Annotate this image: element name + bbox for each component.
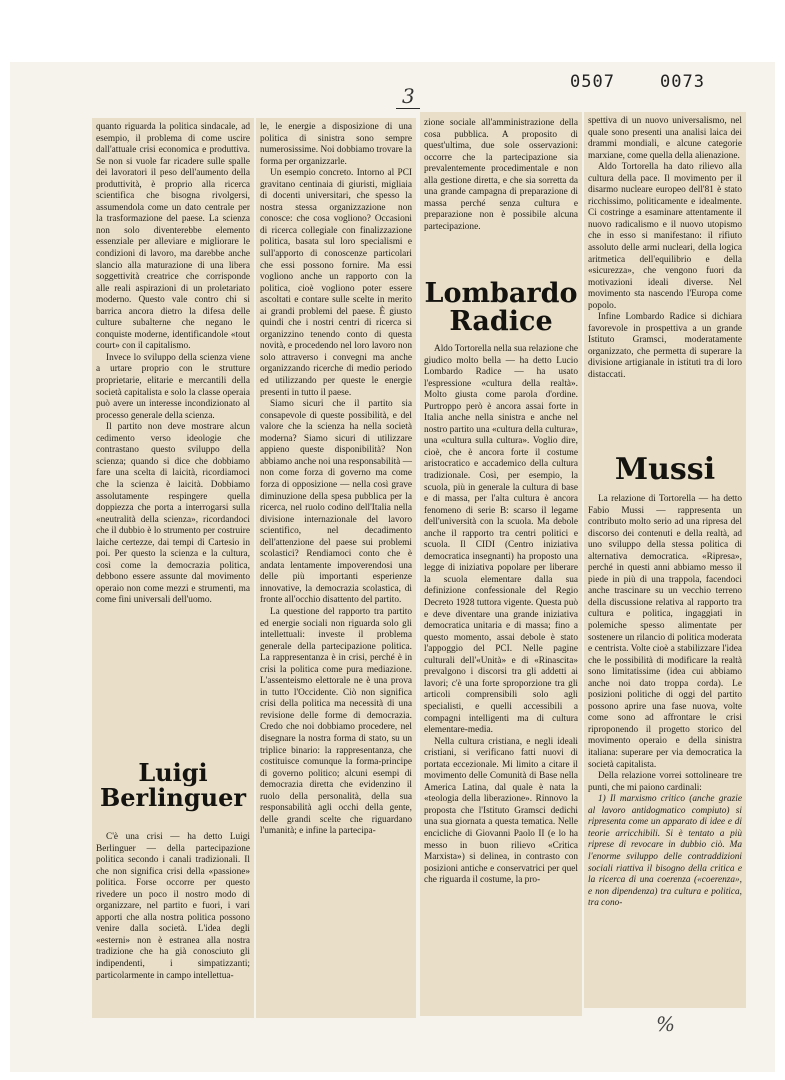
paragraph: La relazione di Tortorella — ha detto Fabio Mussi — rappresenta un contributo molto serio ad una ripresa del discorso dei contenuti e della realtà, ad uno sviluppo della stessa politica di alternativa democratica. «Ripresa», perché in questi anni abbiamo messo il piede in più di una trappola, facendoci anche trascinare su un vecchio terreno della discussione relativa al rapporto tra cultura e politica, ingaggiati in polemiche spesso alimentate per sostenere un rilancio di politica moderata e centrista. Volte cioè a stabilizzare l'idea che le possibilità di modificare la realtà sono limitatissime (idea cui abbiamo anche noi dato troppa corda). Le posizioni politiche di oggi del partito possono aprire una fase nuova, volte come sono ad affrontare le crisi riproponendo il progetto storico del movimento operaio e della sinistra italiana: superare per via democratica la società capitalista. <box>588 494 742 770</box>
heading-line: Radice <box>449 306 553 338</box>
paragraph: le, le energie a disposizione di una politica di sinistra sono sempre numerosissime. Noi dobbiamo trovare la forma per organizzarle. <box>260 122 412 167</box>
handwritten-mark: % <box>656 1012 676 1036</box>
heading-mussi <box>588 454 742 486</box>
paragraph: Aldo Tortorella nella sua relazione che giudico molto bella — ha detto Lucio Lombardo Radice — ha usato l'espressione «cultura della realtà». Molto giusta come parola d'ordine. Purtroppo però è ancora assai forte in Italia anche nella sinistra e anche nel nostro partito una «cultura della cultura», una «cultura sulla cultura». Voglio dire, cioè, che è ancora forte il costume aristocratico e accademico della cultura tradizionale. Così, per esempio, la scuola, più in generale la cultura di base e di massa, per l'alta cultura è ancora fenomeno di serie B: scarso il legame dell'università con la scuola. Ma debole anche il rapporto tra centri politici e scuola. Il CIDI (Centro iniziativa democratica insegnanti) ha proposto una legge di iniziativa popolare per liberare la scuola elementare dalla sua definizione confessionale del Regio Decreto 1928 tuttora vigente. Questa può e deve diventare una grande iniziativa democratica unitaria e di massa; fino a questo momento, assai debole è stato l'appoggio del PCI. Nelle pagine culturali dell'«Unità» e di «Rinascita» prevalgono i discorsi tra gli addetti ai lavori; c'è una forte sproporzione tra gli articoli comprensibili solo agli specialisti, e quelli accessibili a compagni intelligenti ma di cultura elementare-media. <box>424 344 578 736</box>
paragraph: 1) Il marxismo critico (anche grazie al lavoro antidogmatico compiuto) si ripresenta come un apparato di idee e di teorie arricchibili. Si è tentato a più riprese di revocare in dubbio ciò. Ma l'enorme sviluppo delle contraddizioni sociali riattiva il bisogno della critica e la ricerca di una coerenza («coerenza», e non dipendenza) tra cultura e politica, tra cono- <box>588 794 742 909</box>
article-column-3 <box>424 118 578 268</box>
article-column-2 <box>260 122 412 1014</box>
article-column-1 <box>96 122 250 750</box>
paragraph: spettiva di un nuovo universalismo, nel quale sono presenti una analisi laica dei drammi mondiali, e alcune categorie marxiane, come quella della alienazione. <box>588 116 742 161</box>
article-column-4 <box>588 116 742 446</box>
archive-number-left: 0507 <box>570 72 615 92</box>
paragraph: Siamo sicuri che il partito sia consapevole di queste possibilità, e del valore che la scienza ha nella società moderna? Siamo sicuri di utilizzare appieno queste disponibilità? Non abbiamo anche noi una responsabilità — non come forza di governo ma come forza di opposizione — nella così grave diminuzione della spesa pubblica per la ricerca, nel ruolo codino dell'Italia nella divisione internazionale del lavoro scientifico, nel decadimento dell'attenzione del paese sui problemi scolastici? Rendiamoci conto che è andata lentamente impoverendosi una delle più importanti esperienze innovative, la democrazia scolastica, di fronte all'occhio disattento del partito. <box>260 399 412 606</box>
archive-number-right: 0073 <box>660 72 705 92</box>
paragraph: Invece lo sviluppo della scienza viene a urtare proprio con le strutture proprietarie, elitarie e mercantili della società capitalista e solo la classe operaia può avere un interesse incondizionato al processo generale della scienza. <box>96 352 250 421</box>
article-column-3-lombardo <box>424 344 578 1012</box>
heading-line: Berlinguer <box>99 783 247 813</box>
page-mark: 3 <box>402 84 415 108</box>
heading-lombardo-radice <box>424 280 578 337</box>
paragraph: zione sociale all'amministrazione della cosa pubblica. A proposito di quest'ultima, due sole osservazioni: occorre che la partecipazione sia prevalentemente procedimentale e non alla gestione diretta, e che sia sorretta da una grande campagna di preparazione di massa perché senza cultura e preparazione non è possibile alcuna partecipazione. <box>424 118 578 232</box>
article-column-4-mussi <box>588 494 742 1004</box>
paragraph: Il partito non deve mostrare alcun cedimento verso ideologie che contrastano questo sviluppo della scienza; quando si dice che dobbiamo fare una scelta di laicità, ricordiamoci che la scienza è laicità. Dobbiamo assolutamente respingere quella doppiezza che porta a interrogarsi sulla «neutralità della scienza», ricordandoci che il dubbio è lo strumento per costruire laiche certezze, dai tempi di Cartesio in poi. Per questo la scienza e la cultura, così come la democrazia politica, debbono essere assunte dal movimento operaio non come mezzi e strumenti, ma come fini universali dell'uomo. <box>96 422 250 606</box>
paragraph: Nella cultura cristiana, e negli ideali cristiani, si verificano fatti nuovi di portata eccezionale. Mi limito a citare il movimento delle Comunità di Base nella America Latina, dal quale è nata la «teologia della liberazione». Rinnovo la proposta che l'Istituto Gramsci dedichi una sua giornata a questa tematica. Nelle encicliche di Giovanni Paolo II (e lo ha messo in buon rilievo «Critica Marxista») si delinea, in contrasto con posizioni antiche e conservatrici per quel che riguarda il costume, la pro- <box>424 736 578 886</box>
paragraph: quanto riguarda la politica sindacale, ad esempio, il problema di come uscire dall'attuale crisi economica e produttiva. Se non si vuole far ricadere sulle spalle dei lavoratori il peso dell'aumento della produttività, è proprio alla ricerca scientifica che bisogna rivolgersi, assumendola come un dato centrale per la trasformazione del paese. La scienza non solo diventerebbe elemento essenziale per alleviare e migliorare le condizioni di lavoro, ma darebbe anche slancio alla maturazione di una libera soggettività creatrice che corrisponde alle reali aspirazioni di un proletariato moderno. Questo vale contro chi si barrica ancora dietro la difesa delle culture subalterne che negano le conquiste moderne, identificandole «tout court» con il capitalismo. <box>96 122 250 352</box>
paragraph: C'è una crisi — ha detto Luigi Berlinguer — della partecipazione politica secondo i canali tradizionali. Il che non significa crisi della «passione» politica. Forse occorre per questo rivedere un poco il nostro modo di organizzare, nel partito e fuori, i vari apporti che alla nostra politica possono venire dalla società. L'idea degli «esterni» non è estranea alla nostra tradizione che ha già conosciuto gli indipendenti, i simpatizzanti; particolarmente in campo intellettua- <box>96 832 250 981</box>
heading-line: Luigi <box>138 758 208 787</box>
article-column-1-berlinguer <box>96 832 250 1014</box>
paragraph: Infine Lombardo Radice si dichiara favorevole in prospettiva a un grande Istituto Gramsci, moderatamente organizzato, che permetta di superare la divisione artigianale in istituti tra di loro distaccati. <box>588 312 742 381</box>
paragraph: La questione del rapporto tra partito ed energie sociali non riguarda solo gli intellettuali: investe il problema generale della partecipazione politica. La rappresentanza è in crisi, perché è in crisi la politica come pura mediazione. L'assenteismo elettorale ne è una prova in tutto l'Occidente. Ciò non significa crisi della politica ma necessità di una revisione delle forme di democrazia. Credo che noi dobbiamo procedere, nel disegnare la nostra forma di stato, su un triplice binario: la rappresentanza, che costituisce comunque la forma-principe di governo politico; alcuni esempi di democrazia diretta che evidenzino il ruolo della personalità, della sua responsabilità agli occhi della gente, delle grandi scelte che riguardano l'umanità; e infine la partecipa- <box>260 606 412 837</box>
heading-berlinguer <box>96 758 250 813</box>
paragraph: Un esempio concreto. Intorno al PCI gravitano centinaia di giuristi, migliaia di docenti universitari, che spesso la nostra stessa organizzazione non conosce: che cosa vogliono? Occasioni di ricerca collegiale con finalizzazione politica, basata sul loro specialismi e sull'apporto di conoscenze particolari che essi possono fornire. Ma essi vogliono anche un rapporto con la politica, cioè vogliono poter essere ascoltati e contare sulle scelte in merito ai grandi problemi del paese. È giusto quindi che i nostri centri di ricerca si organizzino tenendo conto di questa novità, e procedendo nel loro lavoro non solo attraverso i convegni ma anche organizzando ricerche di medio periodo ed utilizzando per queste le energie presenti in tutto il paese. <box>260 168 412 398</box>
paragraph: Della relazione vorrei sottolineare tre punti, che mi paiono cardinali: <box>588 771 742 793</box>
heading-line: Mussi <box>614 452 716 487</box>
paragraph: Aldo Tortorella ha dato rilievo alla cultura della pace. Il movimento per il disarmo nucleare europeo dell'81 è stato ricchissimo, politicamente e idealmente. Ci costringe a esaminare attentamente il nuovo radicalismo e il nuovo utopismo che in esso si manifestano: il rifiuto assoluto delle armi nucleari, della logica aritmetica dell'equilibrio e della «sicurezza», che vengono fuori da motivazioni ideali diverse. Nel movimento sta nascendo l'Europa come popolo. <box>588 162 742 311</box>
page-mark-underline <box>396 108 420 109</box>
heading-line: Lombardo <box>424 278 578 309</box>
